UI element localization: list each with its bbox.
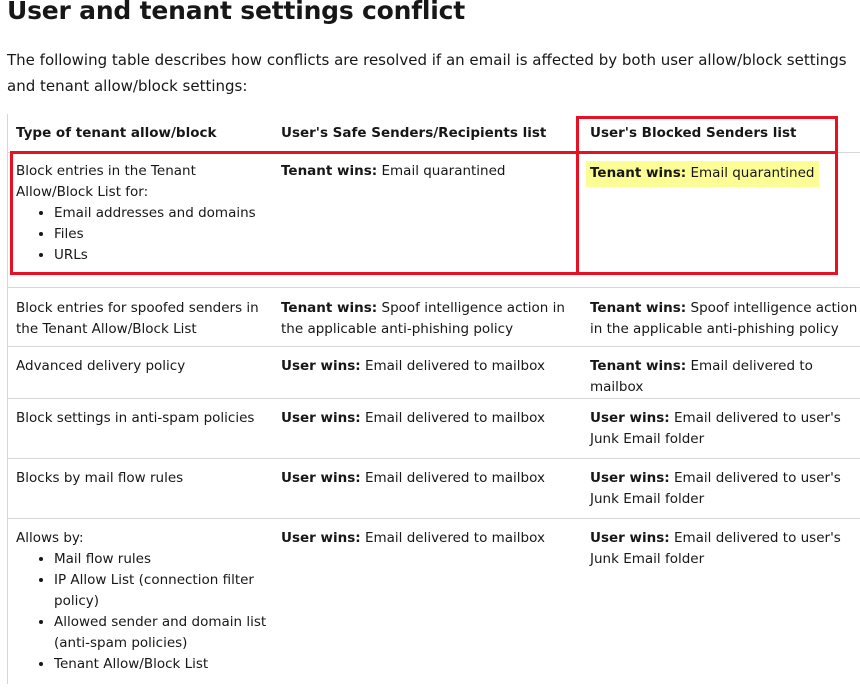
cell-tenant-type: Block entries for spoofed senders in the Tenant Allow/Block List <box>7 288 272 347</box>
winner-label: User wins: <box>590 410 670 426</box>
bullet-list <box>16 549 272 675</box>
winner-label: User wins: <box>281 410 361 426</box>
cell-safe-senders <box>272 459 581 519</box>
header-blocked-senders: User's Blocked Senders list <box>581 114 860 153</box>
outcome-text: Spoof intelligence action in the applicable anti-phishing policy <box>590 300 857 337</box>
table-row <box>7 399 860 459</box>
outcome-text: Spoof intelligence action in the applicable anti-phishing policy <box>281 300 565 337</box>
outcome-text: Email delivered to mailbox <box>361 410 545 426</box>
cell-tenant-type: Block settings in anti-spam policies <box>7 399 272 459</box>
cell-safe-senders <box>272 347 581 399</box>
list-item: • Files <box>54 224 272 245</box>
winner-label: Tenant wins: <box>281 163 377 179</box>
cell-tenant-type: Advanced delivery policy <box>7 347 272 399</box>
winner-label: User wins: <box>281 358 361 374</box>
table-row <box>7 288 860 347</box>
list-item: • Email addresses and domains <box>54 203 272 224</box>
winner-label: User wins: <box>281 470 361 486</box>
list-item: • Tenant Allow/Block List <box>54 654 272 675</box>
intro-paragraph: The following table describes how conflicts are resolved if an email is affected by both user allow/block settings and tenant allow/block settings: <box>7 47 847 99</box>
list-item: • URLs <box>54 245 272 266</box>
winner-label: Tenant wins: <box>590 165 686 181</box>
conflict-table <box>7 114 860 698</box>
table-row <box>7 519 860 698</box>
cell-safe-senders <box>272 399 581 459</box>
cell-blocked-senders <box>581 519 860 698</box>
outcome-text: Email delivered to mailbox <box>361 470 545 486</box>
cell-safe-senders <box>272 519 581 698</box>
outcome-text: Email delivered to user's Junk Email folder <box>590 530 841 567</box>
outcome-text: Email delivered to mailbox <box>361 358 545 374</box>
cell-tenant-type: Blocks by mail flow rules <box>7 459 272 519</box>
header-tenant-type: Type of tenant allow/block <box>7 114 272 153</box>
cell-blocked-senders <box>581 347 860 399</box>
outcome-text: Email delivered to mailbox <box>361 530 545 546</box>
cell-tenant-type <box>7 153 272 288</box>
cell-tenant-type <box>7 519 272 698</box>
winner-label: Tenant wins: <box>590 358 686 374</box>
cell-safe-senders <box>272 153 581 288</box>
winner-label: Tenant wins: <box>281 300 377 316</box>
list-item: • Allowed sender and domain list (anti-spam policies) <box>54 612 272 654</box>
table-row <box>7 347 860 399</box>
table-header-row <box>7 114 860 153</box>
cell-safe-senders <box>272 288 581 347</box>
table-row <box>7 153 860 288</box>
cell-text: Allows by: <box>16 528 272 549</box>
winner-label: User wins: <box>281 530 361 546</box>
list-item: • Mail flow rules <box>54 549 272 570</box>
bullet-list <box>16 203 272 266</box>
winner-label: User wins: <box>590 470 670 486</box>
cell-blocked-senders <box>581 288 860 347</box>
list-item: • IP Allow List (connection filter policy) <box>54 570 272 612</box>
cell-text: Block entries in the Tenant Allow/Block List for: <box>16 161 272 203</box>
highlighted-outcome <box>586 161 819 187</box>
outcome-text: Email delivered to mailbox <box>590 358 813 395</box>
winner-label: Tenant wins: <box>590 300 686 316</box>
cell-blocked-senders <box>581 459 860 519</box>
outcome-text: Email quarantined <box>686 165 814 181</box>
page-title: User and tenant settings conflict <box>7 0 465 25</box>
winner-label: User wins: <box>590 530 670 546</box>
cell-blocked-senders <box>581 153 860 288</box>
table-row <box>7 459 860 519</box>
header-safe-senders: User's Safe Senders/Recipients list <box>272 114 581 153</box>
outcome-text: Email quarantined <box>377 163 505 179</box>
table-left-edge <box>7 114 8 684</box>
outcome-text: Email delivered to user's Junk Email folder <box>590 410 841 447</box>
outcome-text: Email delivered to user's Junk Email folder <box>590 470 841 507</box>
cell-blocked-senders <box>581 399 860 459</box>
